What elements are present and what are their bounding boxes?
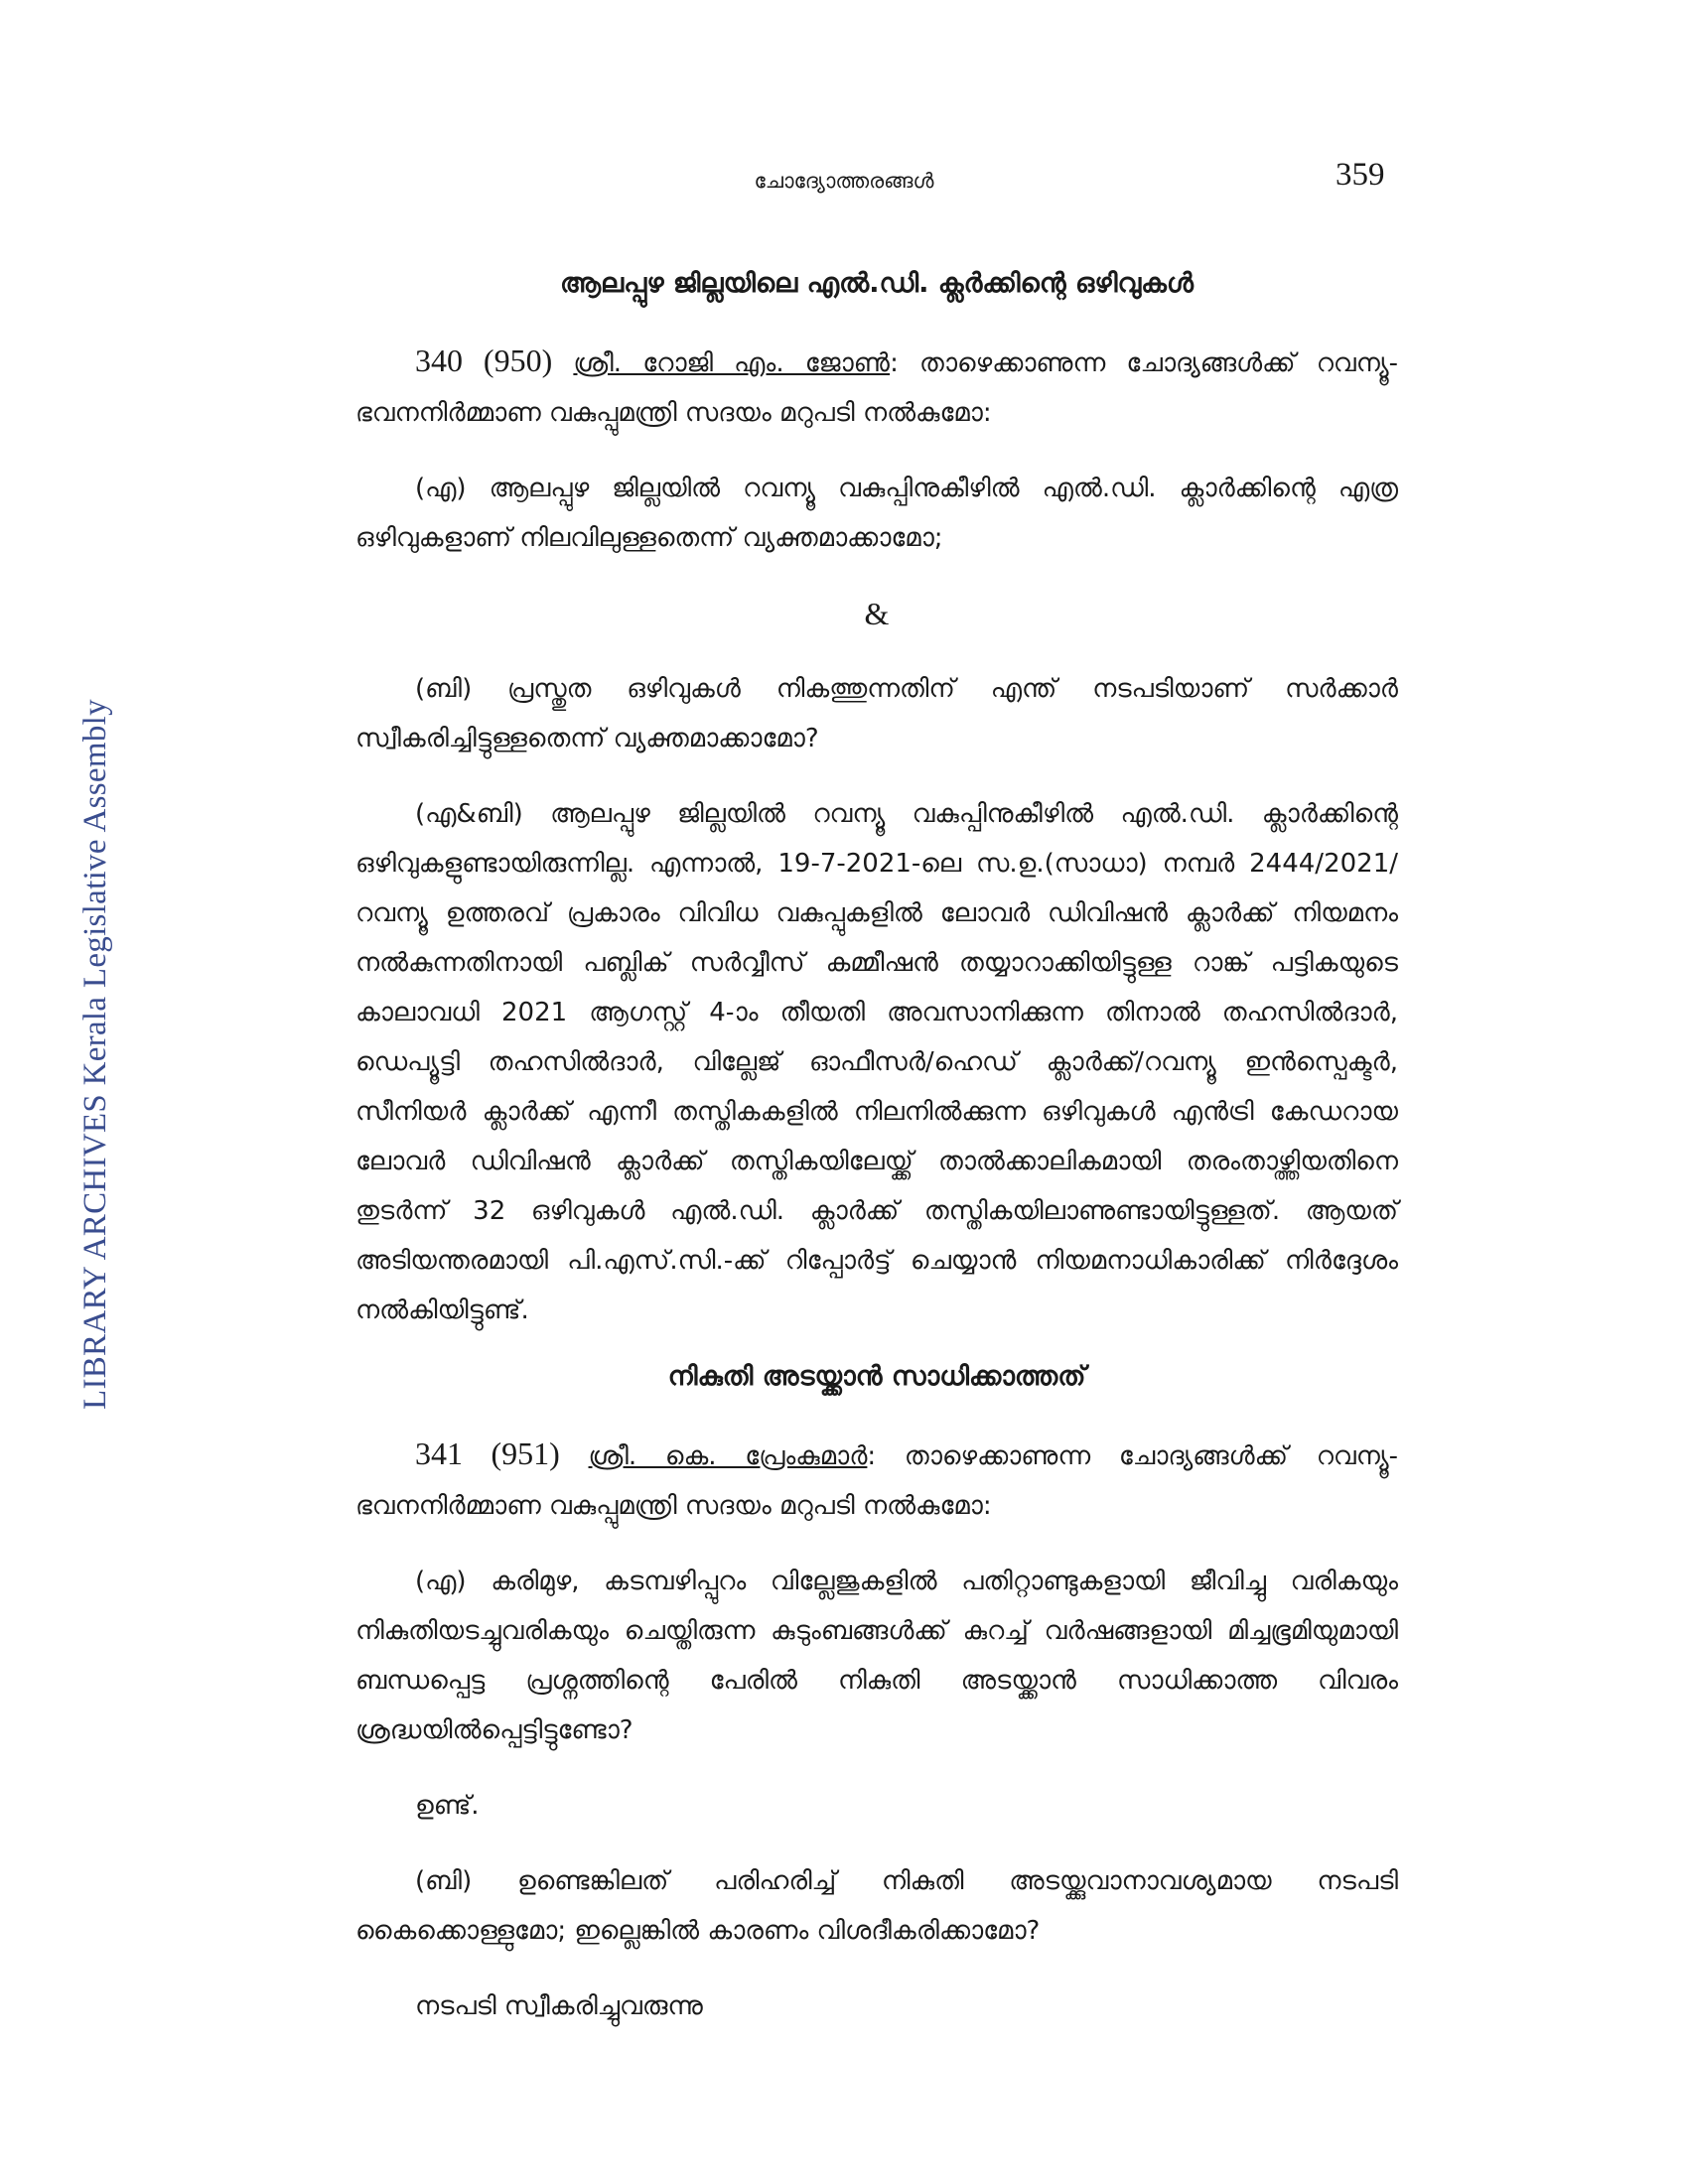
question-340-heading: ആലപ്പുഴ ജില്ലയിലെ എൽ.ഡി. ക്ലർക്കിന്റെ ഒഴിവുകൾ bbox=[559, 268, 1195, 299]
question-341-answer-a: ഉണ്ട്. bbox=[415, 1791, 480, 1821]
question-340-intro bbox=[355, 336, 1398, 438]
library-archives-stamp: LIBRARY ARCHIVES Kerala Legislative Assembly bbox=[77, 699, 113, 1410]
page-number: 359 bbox=[1336, 157, 1385, 193]
question-340-answer: (എ&ബി) ആലപ്പുഴ ജില്ലയിൽ റവന്യൂ വകുപ്പിനുകീഴിൽ എൽ.ഡി. ക്ലാർക്കിന്റെ ഒഴിവുകളുണ്ടായിരുന്നില്ല. എന്നാൽ, 19-7-2021-ലെ സ.ഉ.(സാധാ) നമ്പർ 2444/2021/ റവന്യൂ ഉത്തരവ് പ്രകാരം വിവിധ വകുപ്പുകളിൽ ലോവർ ഡിവിഷൻ ക്ലാർക്ക് നിയമനം നൽകുന്നതിനായി പബ്ലിക് സർവ്വീസ് കമ്മീഷൻ തയ്യാറാക്കിയിട്ടുള്ള റാങ്ക് പട്ടികയുടെ കാലാവധി 2021 ആഗസ്റ്റ് 4-ാം തീയതി അവസാനിക്കുന്ന തിനാൽ തഹസിൽദാർ, ഡെപ്യൂട്ടി തഹസിൽദാർ, വില്ലേജ് ഓഫീസർ/ഹെഡ് ക്ലാർക്ക്/റവന്യൂ ഇൻസ്പെക്ടർ, സീനിയർ ക്ലാർക്ക് എന്നീ തസ്തികകളിൽ നിലനിൽക്കുന്ന ഒഴിവുകൾ എൻട്രി കേഡറായ ലോവർ ഡിവിഷൻ ക്ലാർക്ക് തസ്തികയിലേയ്ക്ക് താൽക്കാലികമായി തരംതാഴ്ത്തിയതിനെ തുടർന്ന് 32 ഒഴിവുകൾ എൽ.ഡി. ക്ലാർക്ക് തസ്തികയിലാണുണ്ടായിട്ടുള്ളത്. ആയത് അടിയന്തരമായി പി.എസ്.സി.-ക്ക് റിപ്പോർട്ട് ചെയ്യാൻ നിയമനാധികാരിക്ക് നിർദ്ദേശം നൽകിയിട്ടുണ്ട്. bbox=[355, 799, 1398, 1325]
question-intro-text: : താഴെക്കാണുന്ന ചോദ്യങ്ങൾക്ക് റവന്യൂ-ഭവനനിർമ്മാണ വകുപ്പുമന്ത്രി സദയം മറുപടി നൽകുമോ: bbox=[355, 348, 1398, 428]
question-number: 340 (950) bbox=[415, 342, 553, 378]
question-341-intro bbox=[355, 1429, 1398, 1531]
question-341-part-b: (ബി) ഉണ്ടെങ്കിലത് പരിഹരിച്ച് നികുതി അടയ്ക്കുവാനാവശ്യമായ നടപടി കൈക്കൊള്ളുമോ; ഇല്ലെങ്കിൽ കാരണം വിശദീകരിക്കാമോ? bbox=[355, 1866, 1398, 1946]
question-341-part-a: (എ) കരിമുഴ, കടമ്പഴിപ്പുറം വില്ലേജുകളിൽ പതിറ്റാണ്ടുകളായി ജീവിച്ചു വരികയും നികുതിയടച്ചുവരികയും ചെയ്തിരുന്ന കുടുംബങ്ങൾക്ക് കുറച്ച് വർഷങ്ങളായി മിച്ചഭൂമിയുമായി ബന്ധപ്പെട്ട പ്രശ്നത്തിന്റെ പേരിൽ നികുതി അടയ്ക്കാൻ സാധിക്കാത്ത വിവരം ശ്രദ്ധയിൽപ്പെട്ടിട്ടുണ്ടോ? bbox=[355, 1567, 1398, 1745]
member-name: ശ്രീ. റോജി എം. ജോൺ bbox=[573, 348, 891, 378]
question-intro-text: : താഴെക്കാണുന്ന ചോദ്യങ്ങൾക്ക് റവന്യൂ-ഭവനനിർമ്മാണ വകുപ്പുമന്ത്രി സദയം മറുപടി നൽകുമോ: bbox=[355, 1441, 1398, 1521]
member-name: ശ്രീ. കെ. പ്രേംകുമാർ bbox=[588, 1441, 868, 1471]
question-number: 341 (951) bbox=[415, 1435, 560, 1471]
running-head: ചോദ്യോത്തരങ്ങൾ bbox=[754, 169, 934, 193]
ampersand: & bbox=[864, 596, 890, 631]
question-340-part-b: (ബി) പ്രസ്തുത ഒഴിവുകൾ നികത്തുന്നതിന് എന്ത് നടപടിയാണ് സർക്കാർ സ്വീകരിച്ചിട്ടുള്ളതെന്ന് വ്യക്തമാക്കാമോ? bbox=[355, 674, 1398, 753]
question-341-heading: നികുതി അടയ്ക്കാൻ സാധിക്കാത്തത് bbox=[667, 1361, 1086, 1392]
page-content bbox=[355, 268, 1398, 2031]
question-341-answer-b: നടപടി സ്വീകരിച്ചുവരുന്നു bbox=[415, 1991, 703, 2021]
question-340-part-a: (എ) ആലപ്പുഴ ജില്ലയിൽ റവന്യൂ വകുപ്പിനുകീഴിൽ എൽ.ഡി. ക്ലാർക്കിന്റെ എത്ര ഒഴിവുകളാണ് നിലവിലുള്ളതെന്ന് വ്യക്തമാക്കാമോ; bbox=[355, 474, 1398, 553]
